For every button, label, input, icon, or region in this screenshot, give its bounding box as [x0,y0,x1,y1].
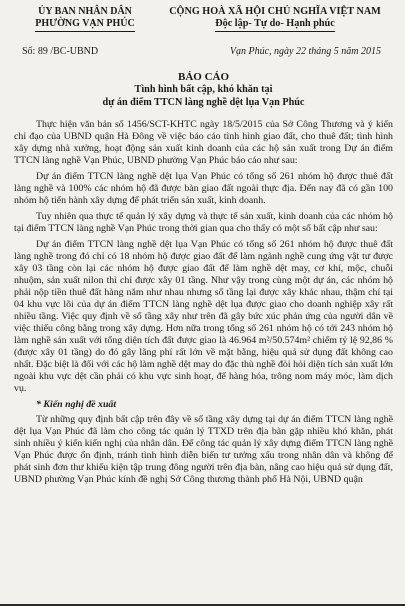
section-heading-recommendations: * Kiến nghị đề xuất [36,399,117,410]
document-body [14,119,393,486]
issuing-agency [14,6,156,32]
nation-name: CỘNG HOÀ XÃ HỘI CHỦ NGHĨA VIỆT NAM [169,6,381,17]
national-title [157,6,393,32]
paragraph-recommendations: Từ những quy định bất cập trên đây về số tầng xây dựng tại dự án điểm TTCN làng nghề dệt lụa Vạn Phúc đã làm cho công tác quản lý TTXD trên địa bàn gặp nhiều khó khăn, phát sinh nhiều ý kiến kiến nghị của nhân dân. Để công tác quản lý xây dựng điểm TTCN làng nghề Vạn Phúc được ổn định, tránh tình hình diễn biến tư tưởng xấu trong nhân dân và không để phát sinh đơn thư khiếu kiện tập trung đông người trên địa bàn, nâng cao hiệu quả sử dụng đất, UBND phường Vạn Phúc kính đề nghị Sở Công thương thành phố Hà Nội, UBND quận [14,414,393,485]
national-motto: Độc lập- Tự do- Hạnh phúc [215,18,334,32]
paragraph-intro: Thực hiện văn bản số 1456/SCT-KHTC ngày 18/5/2015 của Sở Công Thương và ý kiến chỉ đạo của UBND quận Hà Đông về việc báo cáo tình hình giao đất, cho thuê đất; tình hình xây dựng nhà xưởng, hoạt động sản xuất kinh doanh của các hộ sản xuất trong Dự án điểm TTCN làng nghề Vạn Phúc, UBND phường Vạn Phúc báo cáo như sau: [14,119,393,166]
agency-line-2: PHƯỜNG VẠN PHÚC [35,18,134,32]
document-subtitle-1: Tình hình bất cập, khó khăn tại [134,84,273,95]
document-title: BÁO CÁO [177,71,230,83]
paragraph-issues-detail: Dự án điểm TTCN làng nghề dệt lụa Vạn Phúc có tổng số 261 nhóm hộ được thuê đất làng nghề trong đó chỉ có 18 nhóm hộ được giao đất để làm ngành nghề cung ứng vật tư được xây 03 tầng còn lại các nhóm hộ được giao đất để làm nghề dệt may, cơ khí, mộc, chuỗi nhuộm, sản xuất nilon thì chỉ được xây 01 tầng. Như vậy trong cùng một dự án, các nhóm hộ phải nộp tiền thuê đất hàng năm như nhau nhưng số tầng lại được xây khác nhau, thậm chí tại 04 khu vực lõi của dự án điểm TTCN làng nghề dệt lụa được giao cho doanh nghiệp xây rất nhiều tầng. Việc quy định về số tầng xây như trên đã gây bức xúc phản ứng của người dân về việc thiếu công bằng trong xây dựng. Hơn nữa trong tổng số 261 nhóm hộ có tới 243 nhóm hộ làm nghề sản xuất với tổng diện tích đất được giao là 46.964 m²/50.574m² chiếm tỷ lệ 92,86 % (được xây 01 tầng) do đó gây lãng phí rất lớn về mặt bằng, hiệu quả sử dụng đất không cao nhất. Đặc biệt là đối với các hộ làm nghề dệt may do đặc thù nghề đòi hỏi diện tích sản xuất lớn ngoài khu vực dệt cần phải có khu vực sinh hoạt, để hàng hóa, trông nom máy móc, làm dịch vụ. [14,239,393,394]
place-and-date: Vạn Phúc, ngày 22 tháng 5 năm 2015 [229,46,381,57]
paragraph-overview: Dự án điểm TTCN làng nghề dệt lụa Vạn Phúc có tổng số 261 nhóm hộ được thuê đất làng nghề và 100% các nhóm hộ đã được bàn giao đất ngoài thực địa. Đến nay đã có gần 100 nhóm hộ tiến hành xây dựng để phát triển sản xuất, kinh doanh. [14,171,393,206]
document-number: Số: 89 /BC-UBND [22,46,99,57]
document-header [14,6,393,32]
paragraph-issues-intro: Tuy nhiên qua thực tế quản lý xây dựng và thực tế sản xuất, kinh doanh của các nhóm hộ tại điểm TTCN làng nghề Vạn Phúc trong thời gian qua cho thấy có một số bất cập như sau: [14,211,393,234]
agency-line-1: ỦY BAN NHÂN DÂN [38,6,132,17]
document-subtitle-2: dự án điểm TTCN làng nghề dệt lụa Vạn Phúc [102,96,305,108]
document-meta [14,46,393,57]
